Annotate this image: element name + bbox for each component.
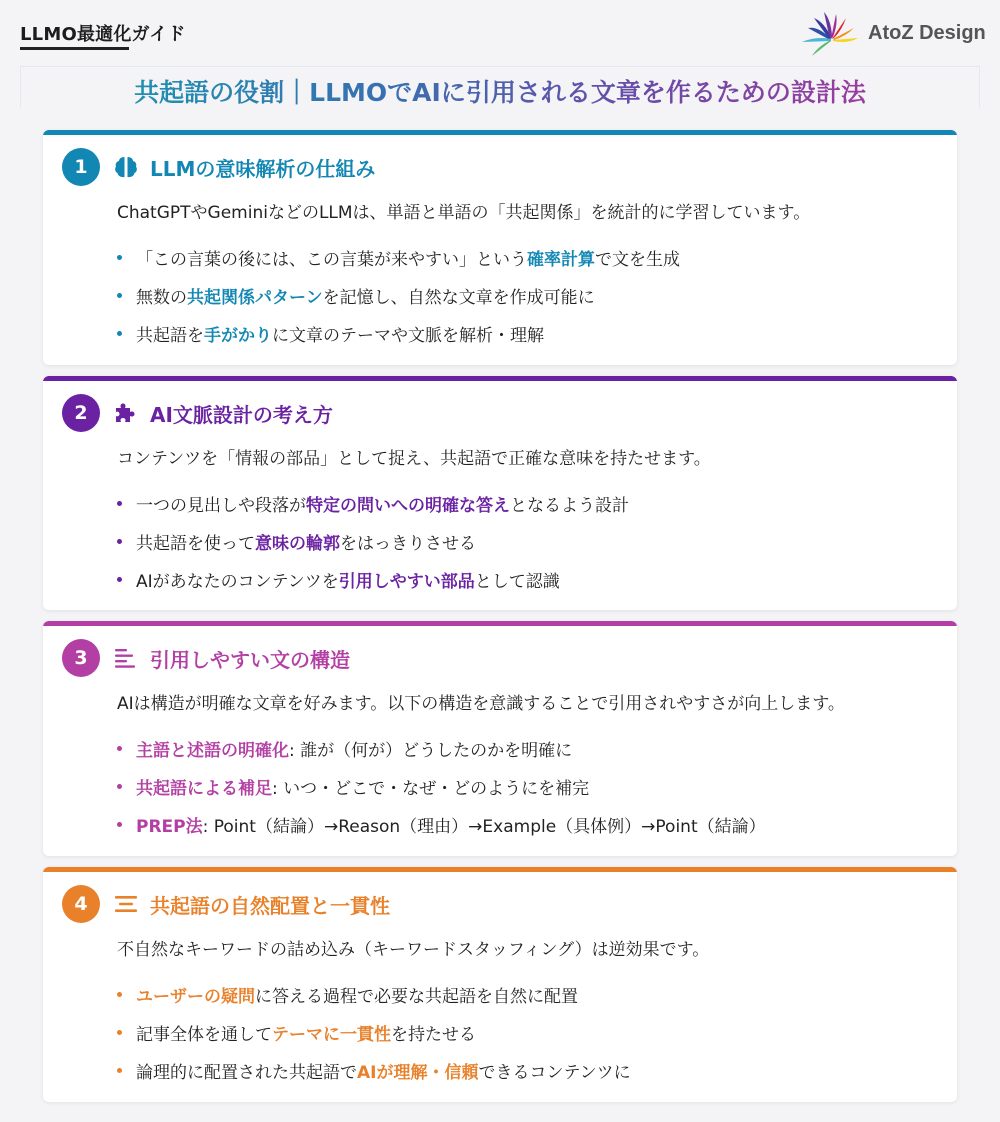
brand xyxy=(800,8,986,58)
bullet-icon xyxy=(117,784,122,789)
guide-label: LLMO最適化ガイド xyxy=(20,24,186,45)
item-text: : いつ・どこで・なぜ・どのようにを補完 xyxy=(272,778,590,799)
brand-name: AtoZ Design xyxy=(868,21,986,44)
bullet-icon xyxy=(117,1068,122,1073)
brand-logo-icon xyxy=(800,8,862,58)
section-title: 共起語の自然配置と一貫性 xyxy=(150,893,390,918)
item-text: として認識 xyxy=(474,571,560,592)
item-highlight: 手がかり xyxy=(204,325,272,346)
list-item xyxy=(117,1013,631,1051)
section-card-1 xyxy=(43,130,957,365)
item-highlight: 意味の輪郭 xyxy=(255,533,340,554)
card-accent-bar xyxy=(43,376,957,381)
item-text: : 誰が（何が）どうしたのかを明確に xyxy=(289,740,573,761)
section-number-badge: 4 xyxy=(62,885,100,923)
item-highlight: テーマに一貫性 xyxy=(272,1024,391,1045)
item-text: をはっきりさせる xyxy=(340,533,476,554)
item-text: 無数の xyxy=(136,287,187,308)
item-text: に答える過程で必要な共起語を自然に配置 xyxy=(255,986,578,1007)
align-left-icon xyxy=(114,646,138,670)
section-header xyxy=(62,148,375,186)
item-text: を持たせる xyxy=(391,1024,476,1045)
section-number-badge: 2 xyxy=(62,394,100,432)
section-card-2 xyxy=(43,376,957,610)
list-item xyxy=(117,975,631,1013)
item-highlight: PREP法 xyxy=(136,816,203,837)
section-list xyxy=(117,484,629,598)
bullet-icon xyxy=(117,539,122,544)
title-box xyxy=(20,66,980,108)
list-item xyxy=(117,522,629,560)
bullet-icon xyxy=(117,822,122,827)
bullet-icon xyxy=(117,1030,122,1035)
section-card-4 xyxy=(43,867,957,1102)
item-text: 共起語を xyxy=(136,325,204,346)
puzzle-icon xyxy=(114,401,138,425)
section-header xyxy=(62,639,350,677)
section-header xyxy=(62,885,390,923)
page-title: 共起語の役割｜LLMOでAIに引用される文章を作るための設計法 xyxy=(134,73,866,109)
item-text: 一つの見出しや段落が xyxy=(136,495,306,516)
item-highlight: 主語と述語の明確化 xyxy=(136,740,289,761)
section-intro: AIは構造が明確な文章を好みます。以下の構造を意識することで引用されやすさが向上します。 xyxy=(117,694,845,714)
list-item xyxy=(117,729,766,767)
section-intro: コンテンツを「情報の部品」として捉え、共起語で正確な意味を持たせます。 xyxy=(117,449,711,469)
section-number-badge: 3 xyxy=(62,639,100,677)
list-item xyxy=(117,484,629,522)
section-list xyxy=(117,975,631,1089)
item-text: : Point（結論）→Reason（理由）→Example（具体例）→Point（結論） xyxy=(202,816,766,837)
section-number-badge: 1 xyxy=(62,148,100,186)
bullet-icon xyxy=(117,331,122,336)
bullet-icon xyxy=(117,501,122,506)
list-item xyxy=(117,560,629,598)
item-highlight: 引用しやすい部品 xyxy=(338,571,475,592)
list-item xyxy=(117,314,680,352)
item-text: 記事全体を通して xyxy=(136,1024,272,1045)
item-text: できるコンテンツに xyxy=(478,1062,631,1083)
list-item xyxy=(117,1051,631,1089)
section-intro: ChatGPTやGeminiなどのLLMは、単語と単語の「共起関係」を統計的に学習しています。 xyxy=(117,203,811,223)
card-accent-bar xyxy=(43,867,957,872)
section-title: LLMの意味解析の仕組み xyxy=(150,156,376,181)
item-text: 「この言葉の後には、この言葉が来やすい」という xyxy=(136,249,527,270)
section-list xyxy=(117,238,680,352)
card-accent-bar xyxy=(43,130,957,135)
item-text: となるよう設計 xyxy=(510,495,629,516)
bullet-icon xyxy=(117,992,122,997)
list-item xyxy=(117,767,766,805)
item-highlight: 確率計算 xyxy=(527,249,595,270)
section-title: AI文脈設計の考え方 xyxy=(150,402,333,427)
section-list xyxy=(117,729,766,843)
bullet-icon xyxy=(117,577,122,582)
item-highlight: 共起語による補足 xyxy=(136,778,272,799)
item-text: 共起語を使って xyxy=(136,533,255,554)
item-text: に文章のテーマや文脈を解析・理解 xyxy=(272,325,544,346)
item-text: で文を生成 xyxy=(595,249,680,270)
brain-icon xyxy=(114,155,138,179)
list-item xyxy=(117,238,680,276)
item-highlight: 特定の問いへの明確な答え xyxy=(306,495,510,516)
bullet-icon xyxy=(117,255,122,260)
bullet-icon xyxy=(117,746,122,751)
card-accent-bar xyxy=(43,621,957,626)
section-title: 引用しやすい文の構造 xyxy=(150,647,350,672)
align-center-icon xyxy=(114,892,138,916)
item-highlight: 共起関係パターン xyxy=(187,287,323,308)
section-intro: 不自然なキーワードの詰め込み（キーワードスタッフィング）は逆効果です。 xyxy=(117,940,710,960)
item-highlight: ユーザーの疑問 xyxy=(136,986,255,1007)
item-text: を記憶し、自然な文章を作成可能に xyxy=(322,287,595,308)
item-text: AIがあなたのコンテンツを xyxy=(136,571,339,592)
list-item xyxy=(117,276,680,314)
section-card-3 xyxy=(43,621,957,856)
guide-underline xyxy=(20,47,129,50)
bullet-icon xyxy=(117,293,122,298)
item-highlight: AIが理解・信頼 xyxy=(357,1062,479,1083)
item-text: 論理的に配置された共起語で xyxy=(136,1062,357,1083)
list-item xyxy=(117,805,766,843)
section-header xyxy=(62,394,333,432)
